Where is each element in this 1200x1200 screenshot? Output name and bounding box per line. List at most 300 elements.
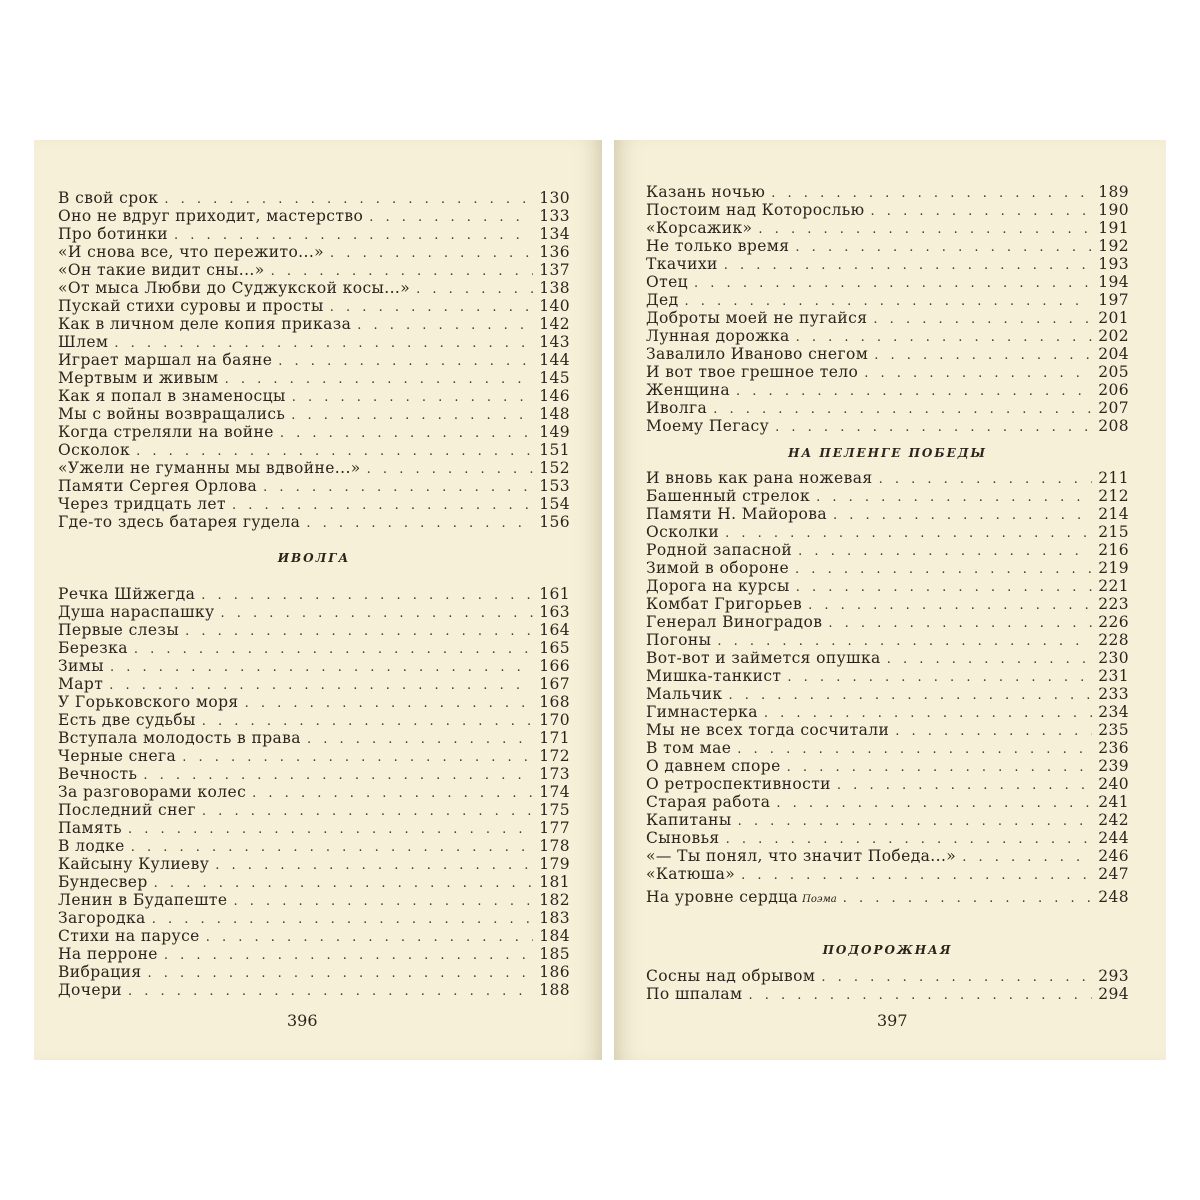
toc-entry: [58, 603, 570, 621]
entry-title: Зимой в обороне: [646, 559, 790, 577]
dot-leader: [749, 987, 1093, 1005]
dot-leader: [206, 929, 533, 947]
entry-page: 130: [539, 189, 570, 207]
toc-entry: [58, 891, 570, 909]
toc-entry: [58, 855, 570, 873]
dot-leader: [201, 587, 533, 605]
entry-title: Иволга: [646, 399, 708, 417]
entry-title: Памяти Сергея Орлова: [58, 477, 258, 495]
entry-page: 246: [1098, 847, 1129, 865]
entry-title: Оно не вдруг приходит, мастерство: [58, 207, 364, 225]
dot-leader: [330, 245, 533, 263]
dot-leader: [291, 407, 533, 425]
entry-title: Играет маршал на баяне: [58, 351, 273, 369]
toc-group: [646, 469, 1129, 883]
entry-page: 244: [1098, 829, 1129, 847]
toc-entry: [58, 639, 570, 657]
entry-page: 248: [1098, 888, 1129, 906]
toc-entry: [646, 967, 1129, 985]
dot-leader: [128, 821, 533, 839]
dot-leader: [307, 731, 533, 749]
dot-leader: [724, 257, 1092, 275]
entry-title: Через тридцать лет: [58, 495, 226, 513]
entry-title: По шпалам: [646, 985, 743, 1003]
toc-entry: [58, 657, 570, 675]
entry-title: На уровне сердца: [646, 888, 799, 906]
entry-title: Речка Шйжегда: [58, 585, 196, 603]
entry-page: 241: [1098, 793, 1129, 811]
entry-title: Где-то здесь батарея гудела: [58, 513, 301, 531]
entry-page: 161: [539, 585, 570, 603]
entry-page: 173: [539, 765, 570, 783]
toc-entry: [58, 729, 570, 747]
section-heading: НА ПЕЛЕНГЕ ПОБЕДЫ: [788, 446, 987, 460]
dot-leader: [837, 777, 1092, 795]
entry-page: 211: [1098, 469, 1129, 487]
entry-page: 207: [1098, 399, 1129, 417]
entry-page: 242: [1098, 811, 1129, 829]
dot-leader: [330, 299, 533, 317]
entry-page: 236: [1098, 739, 1129, 757]
entry-title: В том мае: [646, 739, 732, 757]
toc-entry: [646, 469, 1129, 487]
left-page: [34, 140, 602, 1060]
entry-page: 172: [539, 747, 570, 765]
entry-title: О ретроспективности: [646, 775, 831, 793]
toc-entry: [58, 693, 570, 711]
entry-page: 182: [539, 891, 570, 909]
right-toc-column: [646, 183, 1129, 1003]
dot-leader: [416, 281, 533, 299]
toc-entry: [646, 523, 1129, 541]
toc-entry: [646, 847, 1129, 865]
toc-entry: [646, 345, 1129, 363]
entry-page: 183: [539, 909, 570, 927]
entry-title: Мальчик: [646, 685, 723, 703]
entry-title: «Он такие видит сны...»: [58, 261, 265, 279]
toc-entry: [58, 513, 570, 531]
entry-page: 194: [1098, 273, 1129, 291]
entry-page: 148: [539, 405, 570, 423]
entry-page: 233: [1098, 685, 1129, 703]
entry-title: Память: [58, 819, 123, 837]
toc-group: [646, 967, 1129, 1003]
entry-page: 193: [1098, 255, 1129, 273]
dot-leader: [864, 365, 1092, 383]
dot-leader: [306, 515, 533, 533]
toc-entry: [58, 207, 570, 225]
dot-leader: [787, 759, 1093, 777]
toc-entry: [646, 291, 1129, 309]
entry-title: О давнем споре: [646, 757, 781, 775]
toc-group: [646, 183, 1129, 435]
entry-title: «Ужели не гуманны мы вдвойне...»: [58, 459, 361, 477]
toc-entry: [58, 909, 570, 927]
toc-entry: [58, 315, 570, 333]
dot-leader: [694, 275, 1092, 293]
entry-title: И вот твое грешное тело: [646, 363, 859, 381]
entry-title: «Корсажик»: [646, 219, 753, 237]
entry-page: 293: [1098, 967, 1129, 985]
entry-page: 178: [539, 837, 570, 855]
toc-entry: [646, 595, 1129, 613]
entry-title: Шлем: [58, 333, 109, 351]
entry-title: Ленин в Будапеште: [58, 891, 228, 909]
entry-title: Ткачихи: [646, 255, 718, 273]
entry-title: Последний снег: [58, 801, 196, 819]
dot-leader: [728, 687, 1092, 705]
dot-leader: [796, 579, 1092, 597]
entry-page: 154: [539, 495, 570, 513]
entry-page: 204: [1098, 345, 1129, 363]
toc-entry: [58, 963, 570, 981]
toc-entry: [58, 279, 570, 297]
dot-leader: [245, 695, 534, 713]
dot-leader: [795, 239, 1092, 257]
book-gutter: [602, 140, 614, 1060]
entry-title: Постоим над Которослью: [646, 201, 865, 219]
entry-page: 205: [1098, 363, 1129, 381]
entry-title: Сосны над обрывом: [646, 967, 816, 985]
entry-title: Памяти Н. Майорова: [646, 505, 827, 523]
entry-page: 189: [1098, 183, 1129, 201]
entry-title: Мишка-танкист: [646, 667, 782, 685]
dot-leader: [182, 749, 533, 767]
toc-entry: [58, 837, 570, 855]
dot-leader: [887, 651, 1093, 669]
toc-entry: [646, 685, 1129, 703]
toc-entry: [646, 327, 1129, 345]
dot-leader: [164, 947, 533, 965]
entry-page: 164: [539, 621, 570, 639]
entry-page: 239: [1098, 757, 1129, 775]
dot-leader: [776, 795, 1092, 813]
dot-leader: [775, 419, 1092, 437]
entry-title: Комбат Григорьев: [646, 595, 803, 613]
toc-entry: [58, 423, 570, 441]
entry-title: Дед: [646, 291, 679, 309]
entry-title: Как я попал в знаменосцы: [58, 387, 286, 405]
entry-title: Стихи на парусе: [58, 927, 200, 945]
entry-page: 149: [539, 423, 570, 441]
dot-leader: [738, 813, 1093, 831]
entry-page: 212: [1098, 487, 1129, 505]
entry-page: 177: [539, 819, 570, 837]
entry-page: 294: [1098, 985, 1129, 1003]
dot-leader: [369, 209, 533, 227]
toc-entry: [646, 757, 1129, 775]
dot-leader: [895, 723, 1092, 741]
dot-leader: [808, 597, 1092, 615]
entry-page: 153: [539, 477, 570, 495]
entry-page: 186: [539, 963, 570, 981]
toc-entry: [646, 631, 1129, 649]
toc-group: [58, 189, 570, 531]
entry-page: 142: [539, 315, 570, 333]
dot-leader: [833, 507, 1092, 525]
dot-leader: [798, 543, 1092, 561]
entry-page: 230: [1098, 649, 1129, 667]
toc-entry: [646, 219, 1129, 237]
entry-page: 144: [539, 351, 570, 369]
toc-entry: [58, 189, 570, 207]
section-heading: ПОДОРОЖНАЯ: [822, 943, 953, 957]
toc-entry: [646, 811, 1129, 829]
entry-page: 231: [1098, 667, 1129, 685]
entry-page: 166: [539, 657, 570, 675]
dot-leader: [873, 311, 1092, 329]
toc-entry: [58, 981, 570, 999]
entry-title: В лодке: [58, 837, 125, 855]
dot-leader: [879, 471, 1093, 489]
toc-entry: [646, 505, 1129, 523]
toc-entry: [646, 487, 1129, 505]
entry-title: Вечность: [58, 765, 138, 783]
entry-page: 208: [1098, 417, 1129, 435]
entry-page: 143: [539, 333, 570, 351]
entry-page: 226: [1098, 613, 1129, 631]
dot-leader: [871, 203, 1093, 221]
entry-title: Как в личном деле копия приказа: [58, 315, 352, 333]
entry-title: Душа нараспашку: [58, 603, 215, 621]
entry-title: Осколок: [58, 441, 131, 459]
toc-entry: [58, 369, 570, 387]
dot-leader: [795, 561, 1092, 579]
left-toc-column: [58, 189, 570, 999]
toc-entry: [58, 873, 570, 891]
entry-title: Березка: [58, 639, 128, 657]
entry-title: Башенный стрелок: [646, 487, 811, 505]
toc-entry: [646, 417, 1129, 435]
dot-leader: [128, 983, 533, 1001]
toc-entry: [58, 243, 570, 261]
entry-title: Завалило Иваново снегом: [646, 345, 869, 363]
toc-entry: [58, 585, 570, 603]
dot-leader: [185, 623, 533, 641]
entry-title: И вновь как рана ножевая: [646, 469, 873, 487]
toc-entry: [58, 801, 570, 819]
entry-title: Первые слезы: [58, 621, 180, 639]
entry-title: Лунная дорожка: [646, 327, 790, 345]
dot-leader: [736, 383, 1092, 401]
dot-leader: [134, 641, 533, 659]
entry-title: Зимы: [58, 657, 104, 675]
toc-entry: [58, 783, 570, 801]
toc-entry: [646, 273, 1129, 291]
entry-page: 197: [1098, 291, 1129, 309]
dot-leader: [233, 893, 533, 911]
entry-page: 167: [539, 675, 570, 693]
entry-page: 201: [1098, 309, 1129, 327]
dot-leader: [821, 969, 1092, 987]
toc-entry: [646, 865, 1129, 883]
toc-entry: [646, 201, 1129, 219]
dot-leader: [278, 353, 533, 371]
toc-entry: [58, 819, 570, 837]
toc-entry: [646, 559, 1129, 577]
entry-page: 216: [1098, 541, 1129, 559]
toc-entry: [58, 351, 570, 369]
page-number: 396: [287, 1011, 318, 1030]
entry-page: 185: [539, 945, 570, 963]
toc-entry: [58, 927, 570, 945]
entry-title: Пускай стихи суровы и просты: [58, 297, 324, 315]
entry-title: «— Ты понял, что значит Победа...»: [646, 847, 957, 865]
entry-title: Бундесвер: [58, 873, 148, 891]
toc-entry: [646, 667, 1129, 685]
right-page: [614, 140, 1166, 1060]
toc-entry: [646, 649, 1129, 667]
entry-title: Доброты моей не пугайся: [646, 309, 868, 327]
entry-page: 136: [539, 243, 570, 261]
entry-title: «От мыса Любви до Суджукской косы...»: [58, 279, 411, 297]
entry-page: 163: [539, 603, 570, 621]
entry-title: Капитаны: [646, 811, 732, 829]
toc-entry: [646, 739, 1129, 757]
entry-page: 170: [539, 711, 570, 729]
entry-page: 234: [1098, 703, 1129, 721]
toc-entry: [58, 225, 570, 243]
entry-page: 202: [1098, 327, 1129, 345]
toc-entry: [646, 775, 1129, 793]
toc-entry: [646, 793, 1129, 811]
entry-title: Про ботинки: [58, 225, 169, 243]
entry-page: 219: [1098, 559, 1129, 577]
entry-title: Родной запасной: [646, 541, 793, 559]
page-number: 397: [877, 1011, 908, 1030]
entry-page: 179: [539, 855, 570, 873]
toc-entry: [58, 333, 570, 351]
entry-page: 171: [539, 729, 570, 747]
entry-title: Дочери: [58, 981, 123, 999]
entry-page: 175: [539, 801, 570, 819]
entry-page: 215: [1098, 523, 1129, 541]
toc-entry: [646, 613, 1129, 631]
entry-title: Дорога на курсы: [646, 577, 790, 595]
toc-entry: [58, 495, 570, 513]
toc-entry: [58, 765, 570, 783]
dot-leader: [828, 615, 1092, 633]
entry-page: 146: [539, 387, 570, 405]
toc-entry: [646, 985, 1129, 1003]
toc-entry: [58, 261, 570, 279]
toc-entry: [58, 405, 570, 423]
entry-title: Отец: [646, 273, 689, 291]
entry-title: Вступала молодость в права: [58, 729, 301, 747]
entry-page: 184: [539, 927, 570, 945]
entry-title: Мы не всех тогда сосчитали: [646, 721, 890, 739]
dot-leader: [357, 317, 533, 335]
entry-title: У Горьковского моря: [58, 693, 239, 711]
dot-leader: [758, 221, 1092, 239]
entry-title: Вот-вот и займется опушка: [646, 649, 881, 667]
entry-title: Не только время: [646, 237, 790, 255]
entry-page: 138: [539, 279, 570, 297]
entry-page: 145: [539, 369, 570, 387]
dot-leader: [263, 479, 533, 497]
entry-title: Женщина: [646, 381, 731, 399]
entry-title: Гимнастерка: [646, 703, 758, 721]
dot-leader: [737, 741, 1092, 759]
entry-title: Осколки: [646, 523, 720, 541]
entry-title: Старая работа: [646, 793, 771, 811]
entry-title: Вибрация: [58, 963, 142, 981]
entry-title: Март: [58, 675, 104, 693]
entry-title: На перроне: [58, 945, 158, 963]
dot-leader: [292, 389, 533, 407]
toc-entry: [646, 363, 1129, 381]
toc-entry: [646, 183, 1129, 201]
dot-leader: [713, 401, 1092, 419]
entry-page: 174: [539, 783, 570, 801]
dot-leader: [280, 425, 533, 443]
dot-leader: [816, 489, 1092, 507]
toc-entry: [646, 237, 1129, 255]
toc-entry: [58, 387, 570, 405]
toc-entry: [58, 711, 570, 729]
toc-entry: [646, 829, 1129, 847]
entry-page: 228: [1098, 631, 1129, 649]
toc-entry: [58, 477, 570, 495]
entry-page: 152: [539, 459, 570, 477]
entry-page: 206: [1098, 381, 1129, 399]
dot-leader: [252, 785, 533, 803]
entry-title: «И снова все, что пережито...»: [58, 243, 325, 261]
toc-entry: [646, 255, 1129, 273]
section-heading: ИВОЛГА: [277, 551, 351, 565]
entry-page: 134: [539, 225, 570, 243]
dot-leader: [215, 857, 533, 875]
toc-group: [58, 585, 570, 999]
dot-leader: [110, 659, 533, 677]
entry-page: 165: [539, 639, 570, 657]
dot-leader: [962, 849, 1092, 867]
entry-title: За разговорами колес: [58, 783, 247, 801]
dot-leader: [843, 885, 1092, 913]
entry-page: 192: [1098, 237, 1129, 255]
entry-page: 133: [539, 207, 570, 225]
toc-entry: [58, 945, 570, 963]
toc-entry: [646, 381, 1129, 399]
dot-leader: [148, 965, 534, 983]
entry-title: Моему Пегасу: [646, 417, 770, 435]
toc-entry: [646, 577, 1129, 595]
toc-entry: [58, 297, 570, 315]
entry-title: Мы с войны возвращались: [58, 405, 286, 423]
dot-leader: [787, 669, 1092, 687]
entry-page: 188: [539, 981, 570, 999]
entry-page: 137: [539, 261, 570, 279]
toc-entry: [58, 621, 570, 639]
toc-entry-poem: [646, 883, 1129, 911]
dot-leader: [152, 911, 534, 929]
entry-page: 190: [1098, 201, 1129, 219]
entry-title: Сыновья: [646, 829, 720, 847]
dot-leader: [874, 347, 1092, 365]
dot-leader: [202, 803, 533, 821]
toc-entry: [58, 675, 570, 693]
entry-page: 214: [1098, 505, 1129, 523]
toc-entry: [646, 721, 1129, 739]
entry-title: Казань ночью: [646, 183, 766, 201]
entry-title: В свой срок: [58, 189, 159, 207]
entry-title: Когда стреляли на войне: [58, 423, 274, 441]
toc-entry: [646, 399, 1129, 417]
entry-title: Генерал Виноградов: [646, 613, 823, 631]
entry-page: 151: [539, 441, 570, 459]
dot-leader: [367, 461, 534, 479]
entry-title: Погоны: [646, 631, 712, 649]
